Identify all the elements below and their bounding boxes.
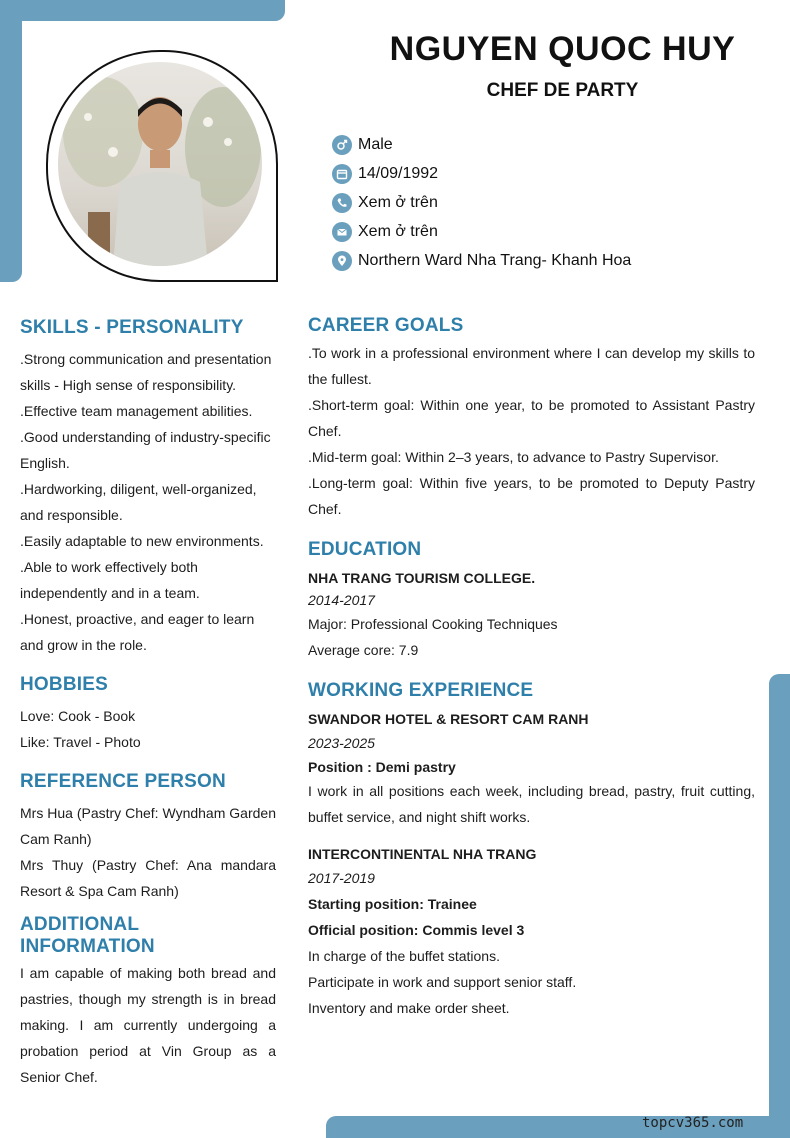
- right-column: [308, 315, 755, 1021]
- education-heading: EDUCATION: [308, 539, 422, 560]
- skill-item: .Hardworking, diligent, well-organized, and responsible.: [20, 481, 257, 523]
- contact-email: [332, 217, 631, 246]
- footer-site: topcv365.com: [642, 1115, 744, 1131]
- decorative-bar-right: [769, 674, 790, 1138]
- job-duty: In charge of the buffet stations.: [308, 948, 500, 964]
- additional-heading: ADDITIONAL INFORMATION: [20, 914, 155, 957]
- job-years: 2023-2025: [308, 735, 375, 751]
- job-entry: [308, 708, 755, 830]
- candidate-name: NGUYEN QUOC HUY: [389, 30, 736, 68]
- decorative-bar-top: [0, 0, 285, 21]
- education-major: Major: Professional Cooking Techniques: [308, 616, 558, 632]
- experience-heading: WORKING EXPERIENCE: [308, 680, 534, 701]
- career-item: .Short-term goal: Within one year, to be promoted to Assistant Pastry Chef.: [308, 397, 755, 439]
- skill-item: .Easily adaptable to new environments.: [20, 533, 264, 549]
- job-position: Starting position: Trainee: [308, 896, 477, 912]
- job-position: Official position: Commis level 3: [308, 922, 525, 938]
- job-company: INTERCONTINENTAL NHA TRANG: [308, 846, 537, 862]
- career-heading: CAREER GOALS: [308, 315, 464, 336]
- education-score: Average core: 7.9: [308, 642, 419, 658]
- birthdate-text: 14/09/1992: [358, 164, 439, 182]
- left-column: [20, 317, 276, 1090]
- email-text: Xem ở trên: [358, 222, 438, 240]
- career-item: .Mid-term goal: Within 2–3 years, to advance to Pastry Supervisor.: [308, 449, 719, 465]
- calendar-icon: [332, 164, 352, 184]
- career-item: .To work in a professional environment where I can develop my skills to the fullest.: [308, 345, 755, 387]
- job-company: SWANDOR HOTEL & RESORT CAM RANH: [308, 711, 589, 727]
- reference-item: Mrs Thuy (Pastry Chef: Ana mandara Resort & Spa Cam Ranh): [20, 857, 276, 899]
- skill-item: .Strong communication and presentation skills - High sense of responsibility.: [20, 351, 272, 393]
- reference-list: [20, 800, 276, 904]
- contact-gender: [332, 130, 631, 159]
- decorative-bar-left: [0, 0, 22, 282]
- education-years: 2014-2017: [308, 592, 375, 608]
- job-duty: Participate in work and support senior staff.: [308, 974, 577, 990]
- job-years: 2017-2019: [308, 870, 375, 886]
- profile-photo: [58, 62, 262, 266]
- gender-icon: [332, 135, 352, 155]
- skill-item: .Effective team management abilities.: [20, 403, 253, 419]
- job-position: Position : Demi pastry: [308, 759, 456, 775]
- career-list: [308, 340, 755, 522]
- hobby-item: Love: Cook - Book: [20, 708, 136, 724]
- hobbies-heading: HOBBIES: [20, 674, 108, 695]
- job-duty: Inventory and make order sheet.: [308, 1000, 510, 1016]
- skills-list: [20, 346, 276, 658]
- hobbies-list: [20, 703, 276, 755]
- address-text: Northern Ward Nha Trang- Khanh Hoa: [358, 251, 632, 269]
- skill-item: .Honest, proactive, and eager to learn and grow in the role.: [20, 611, 255, 653]
- skill-item: .Able to work effectively both independently and in a team.: [20, 559, 200, 601]
- career-item: .Long-term goal: Within five years, to be promoted to Deputy Pastry Chef.: [308, 475, 755, 517]
- reference-heading: REFERENCE PERSON: [20, 771, 226, 792]
- hobby-item: Like: Travel - Photo: [20, 734, 141, 750]
- reference-item: Mrs Hua (Pastry Chef: Wyndham Garden Cam Ranh): [20, 805, 276, 847]
- skill-item: .Good understanding of industry-specific English.: [20, 429, 271, 471]
- mail-icon: [332, 222, 352, 242]
- job-description: I work in all positions each week, including bread, pastry, fruit cutting, buffet service, and night shift works.: [308, 783, 755, 825]
- phone-text: Xem ở trên: [358, 193, 438, 211]
- additional-text: I am capable of making both bread and pastries, though my strength is in bread making. I am currently undergoing a probation period at Vin Group as a Senior Chef.: [20, 965, 276, 1085]
- skills-heading: SKILLS - PERSONALITY: [20, 317, 244, 338]
- contact-birthdate: [332, 159, 631, 188]
- job-title: CHEF DE PARTY: [486, 80, 639, 101]
- contact-phone: [332, 188, 631, 217]
- gender-text: Male: [358, 135, 393, 153]
- phone-icon: [332, 193, 352, 213]
- school-name: NHA TRANG TOURISM COLLEGE.: [308, 570, 536, 586]
- contact-address: [332, 246, 631, 275]
- education-block: [308, 567, 755, 663]
- location-icon: [332, 251, 352, 271]
- contact-list: [332, 130, 631, 275]
- job-entry: [308, 843, 755, 1021]
